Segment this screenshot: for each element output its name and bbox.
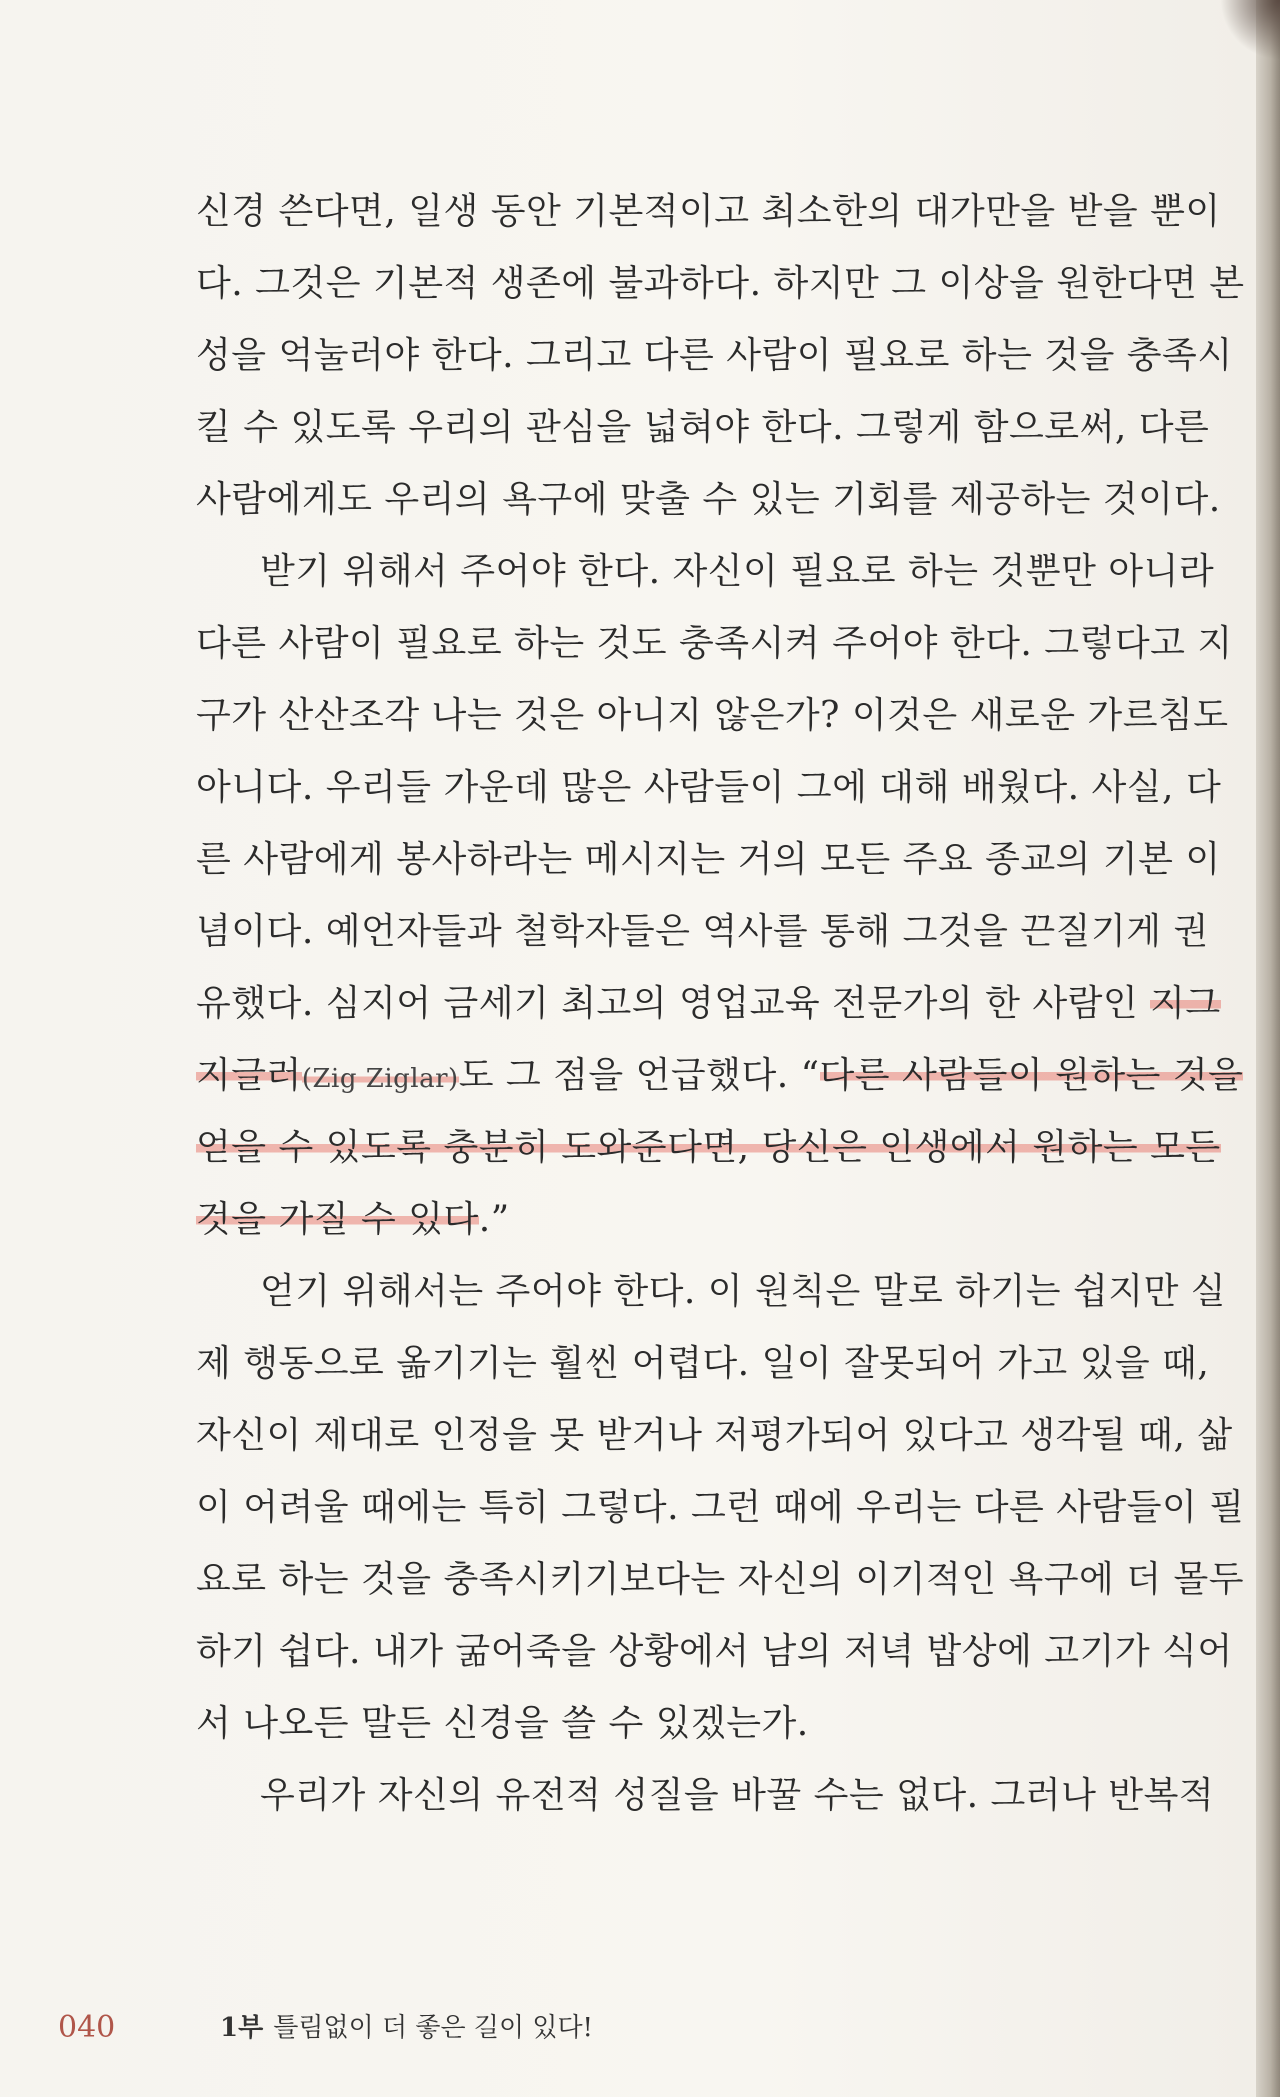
page-number: 040 — [58, 2010, 116, 2045]
body-text — [196, 176, 1245, 1832]
highlighted-quote: 얻을 수 있도록 충분히 도와준다면, 당신은 인생에서 원하는 모든 — [196, 1127, 1221, 1168]
text-line — [196, 1040, 1244, 1112]
text-line: 킬 수 있도록 우리의 관심을 넓혀야 한다. 그렇게 함으로써, 다른 — [196, 407, 1210, 448]
corner-shadow — [1220, 0, 1280, 60]
text-line: 요로 하는 것을 충족시키기보다는 자신의 이기적인 욕구에 더 몰두 — [196, 1559, 1244, 1600]
text-line — [196, 1184, 1208, 1256]
part-label: 1부 — [220, 2013, 264, 2043]
highlighted-quote: 다른 사람들이 원하는 것을 — [819, 1055, 1244, 1096]
text-line: 우리가 자신의 유전적 성질을 바꿀 수는 없다. 그러나 반복적 — [260, 1775, 1215, 1816]
text-line — [196, 968, 1221, 1040]
page-footer — [58, 2008, 1158, 2048]
running-head — [220, 2008, 593, 2048]
text-line: 제 행동으로 옮기기는 훨씬 어렵다. 일이 잘못되어 가고 있을 때, — [196, 1343, 1210, 1384]
highlighted-latin-name: (Zig Ziglar) — [301, 1064, 459, 1094]
text-line: 서 나오든 말든 신경을 쓸 수 있겠는가. — [196, 1703, 809, 1744]
text-line: 다. 그것은 기본적 생존에 불과하다. 하지만 그 이상을 원한다면 본 — [196, 263, 1245, 304]
text-line: 아니다. 우리들 가운데 많은 사람들이 그에 대해 배웠다. 사실, 다 — [196, 767, 1222, 808]
text-line: 신경 쓴다면, 일생 동안 기본적이고 최소한의 대가만을 받을 뿐이 — [196, 191, 1221, 232]
text-line: 받기 위해서 주어야 한다. 자신이 필요로 하는 것뿐만 아니라 — [260, 551, 1215, 592]
text-line: 자신이 제대로 인정을 못 받거나 저평가되어 있다고 생각될 때, 삶 — [196, 1415, 1233, 1456]
text-line: 사람에게도 우리의 욕구에 맞출 수 있는 기회를 제공하는 것이다. — [196, 479, 1221, 520]
text-line: 성을 억눌러야 한다. 그리고 다른 사람이 필요로 하는 것을 충족시 — [196, 335, 1233, 376]
part-title: 틀림없이 더 좋은 길이 있다! — [273, 2013, 594, 2043]
text-line: 념이다. 예언자들과 철학자들은 역사를 통해 그것을 끈질기게 권 — [196, 911, 1209, 952]
highlighted-text: 지그 — [1150, 983, 1221, 1024]
text-line: 른 사람에게 봉사하라는 메시지는 거의 모든 주요 종교의 기본 이 — [196, 839, 1221, 880]
text-line: 다른 사람이 필요로 하는 것도 충족시켜 주어야 한다. 그렇다고 지 — [196, 623, 1233, 664]
text-line: 구가 산산조각 나는 것은 아니지 않은가? 이것은 새로운 가르침도 — [196, 695, 1229, 736]
line-text: 유했다. 심지어 금세기 최고의 영업교육 전문가의 한 사람인 — [196, 983, 1151, 1024]
highlighted-text: 지글러 — [196, 1055, 302, 1096]
text-line: 이 어려울 때에는 특히 그렇다. 그런 때에 우리는 다른 사람들이 필 — [196, 1487, 1245, 1528]
text-line — [196, 1112, 1221, 1184]
text-line: 얻기 위해서는 주어야 한다. 이 원칙은 말로 하기는 쉽지만 실 — [260, 1271, 1227, 1312]
line-text: 도 그 점을 언급했다. “ — [458, 1055, 820, 1096]
page-edge — [1256, 0, 1280, 2097]
line-text: .” — [478, 1199, 510, 1240]
highlighted-quote: 것을 가질 수 있다 — [196, 1199, 479, 1240]
text-line: 하기 쉽다. 내가 굶어죽을 상황에서 남의 저녁 밥상에 고기가 식어 — [196, 1631, 1233, 1672]
